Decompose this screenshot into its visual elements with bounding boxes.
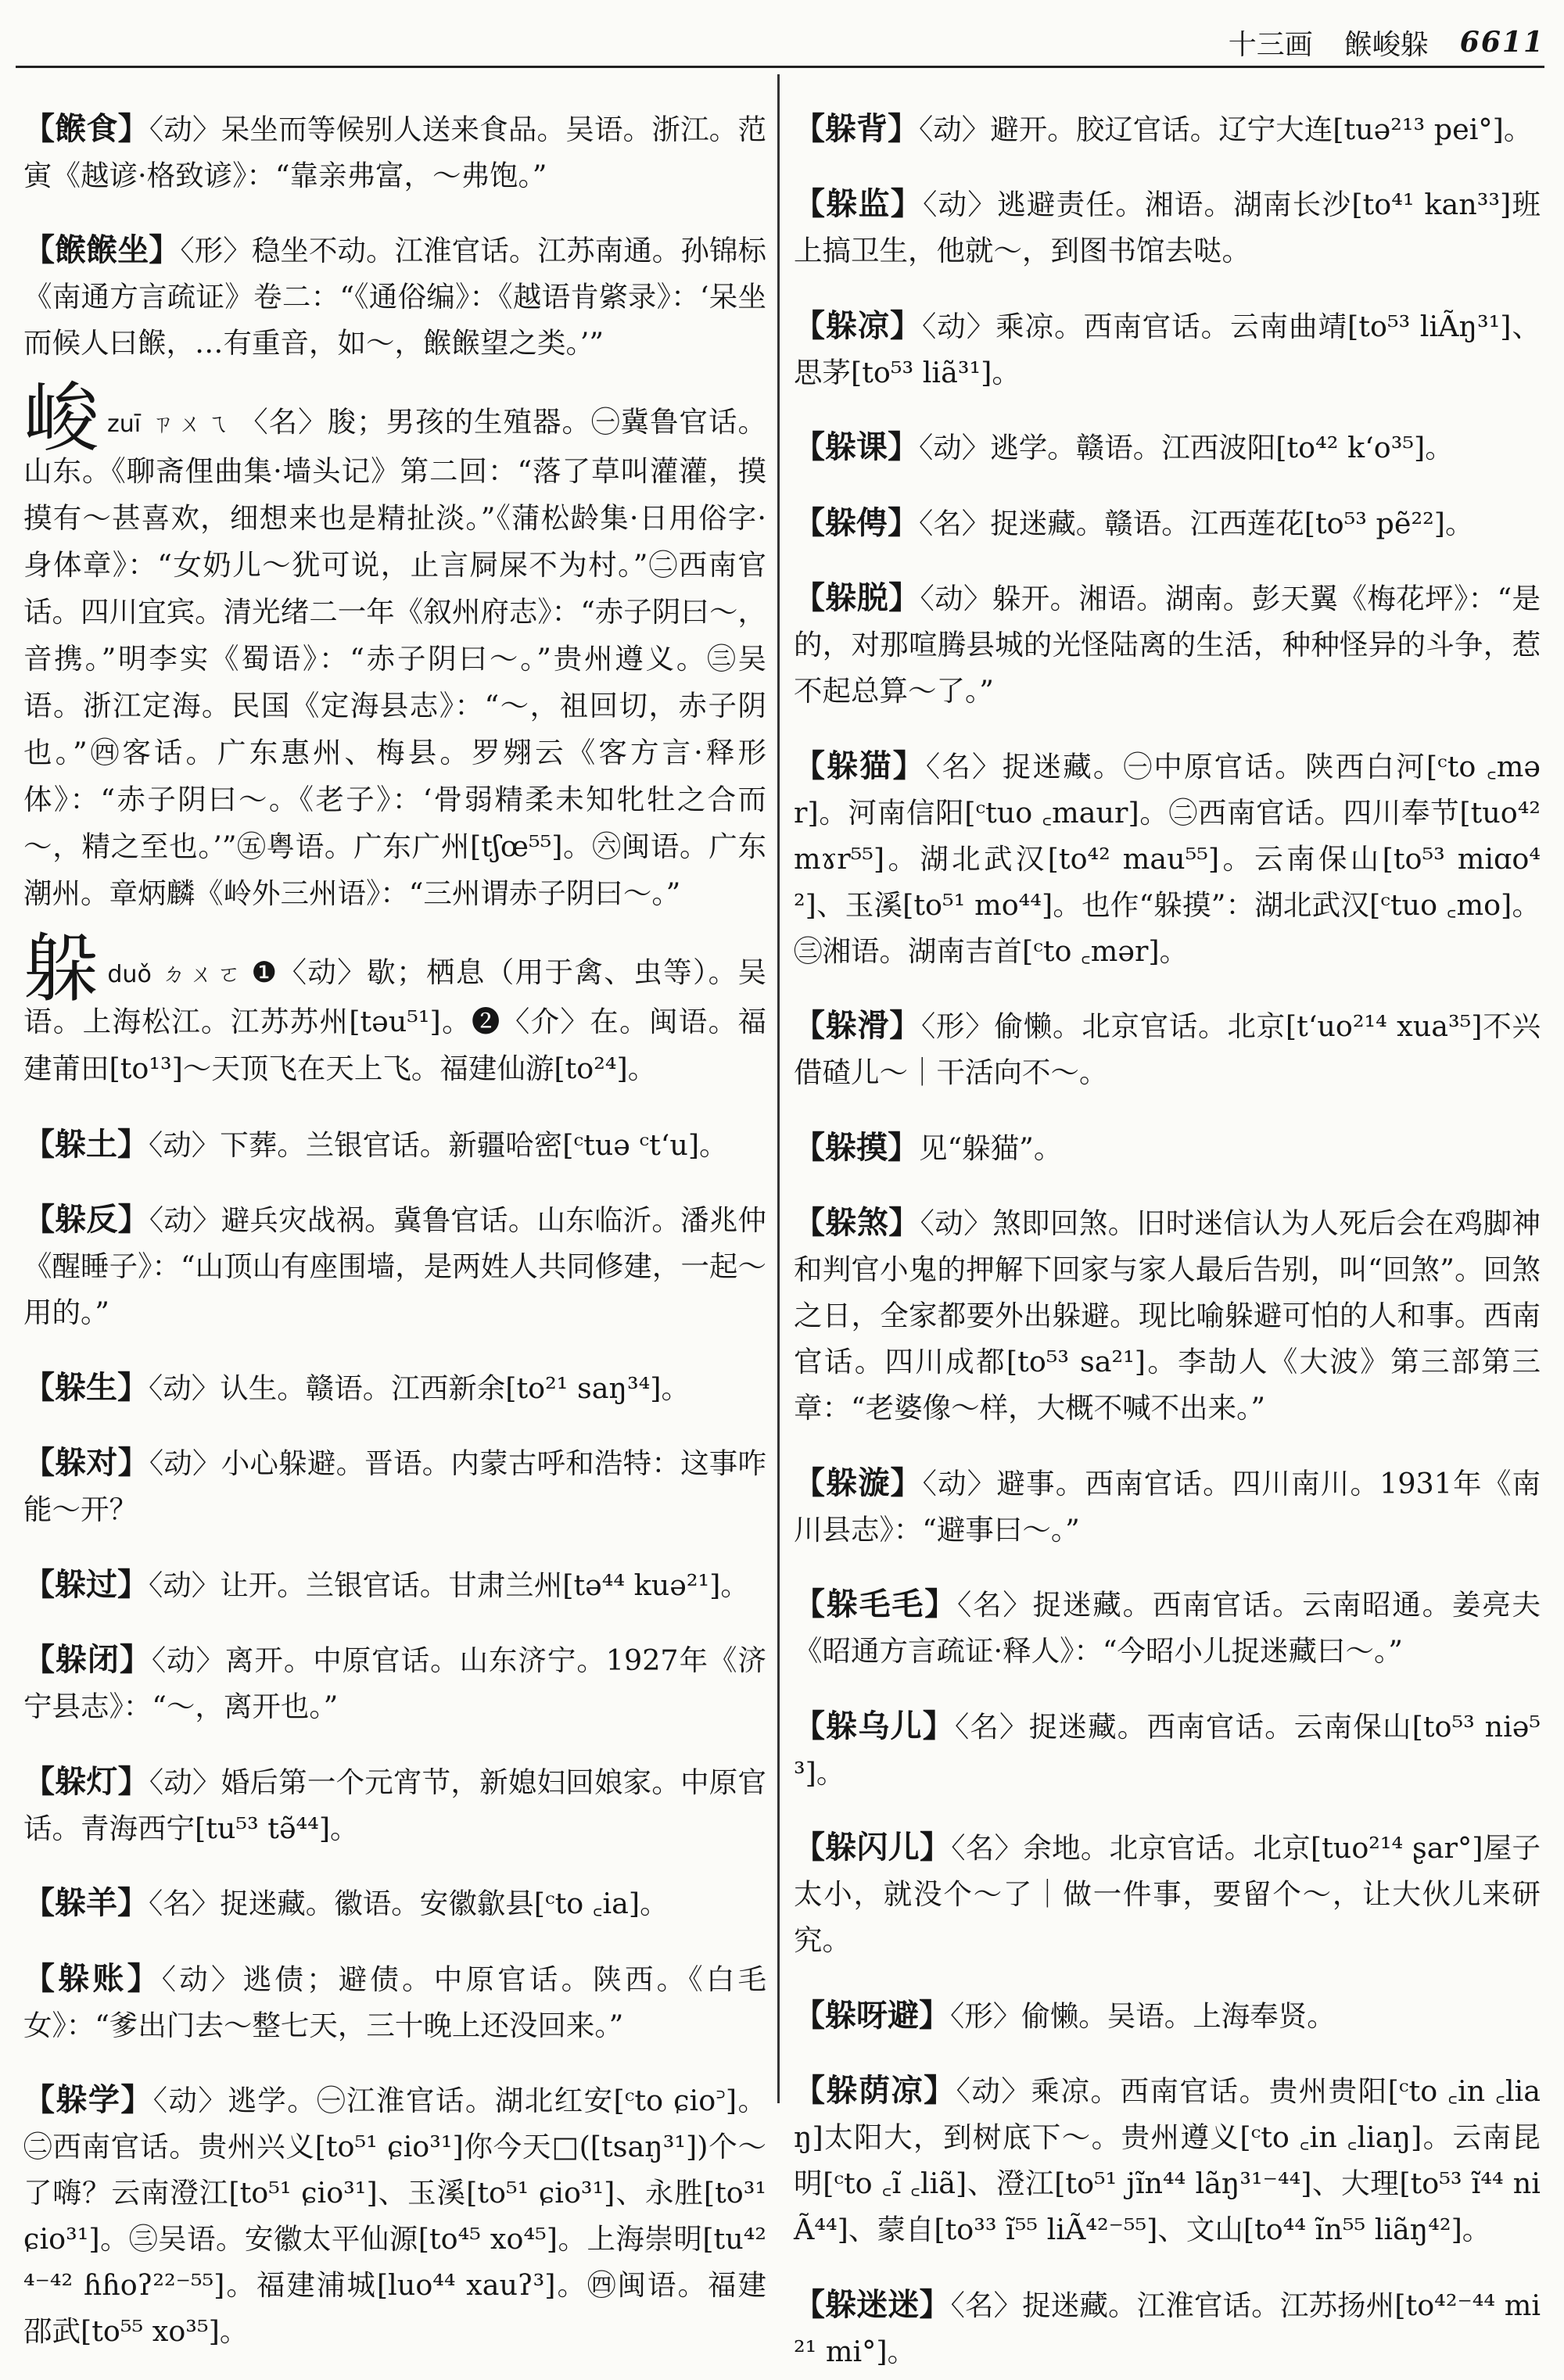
entry-text: 〈动〉让开。兰银官话。甘肃兰州[tə⁴⁴ kuə²¹]。 bbox=[149, 1568, 749, 1602]
dictionary-entry bbox=[23, 1880, 766, 1927]
header-chars: 餱峻躲 bbox=[1343, 28, 1429, 61]
entry-headword: 【餱餱坐】 bbox=[23, 231, 181, 268]
entry-text: 〈动〉逃债；避债。中原官话。陕西。《白毛女》：“爹出门去～整七天，三十晚上还没回来。” bbox=[23, 1962, 767, 2042]
dictionary-entry bbox=[794, 1002, 1541, 1095]
entry-text: 〈动〉逃学。赣语。江西波阳[to⁴² kʻo³⁵]。 bbox=[919, 431, 1454, 464]
entry-text: 〈形〉偷懒。吴语。上海奉贤。 bbox=[950, 1998, 1336, 2033]
entry-text: 〈动〉躲开。湘语。湖南。彭天翼《梅花坪》：“是的，对那喧腾县城的光怪陆离的生活，种种怪异的斗争，惹不起总算～了。” bbox=[794, 582, 1541, 708]
entry-headword: 【躲乌儿】 bbox=[794, 1707, 955, 1744]
entry-text: 〈名〉捉迷藏。江淮官话。江苏扬州[to⁴²⁻⁴⁴ mi²¹ mi°]。 bbox=[794, 2288, 1541, 2368]
dictionary-entry bbox=[794, 1992, 1541, 2039]
page-number: 6611 bbox=[1459, 26, 1544, 59]
entry-text: 〈动〉认生。赣语。江西新余[to²¹ saŋ³⁴]。 bbox=[149, 1371, 691, 1405]
entry-zhuyin: ㄉㄨㄛ bbox=[160, 961, 246, 988]
entry-text: 〈动〉避事。西南官话。四川南川。1931年《南川县志》：“避事曰～。” bbox=[794, 1466, 1541, 1547]
entry-text: 〈动〉避开。胶辽官话。辽宁大连[tuə²¹³ pei°]。 bbox=[919, 112, 1533, 146]
dictionary-entry bbox=[794, 2281, 1541, 2375]
entry-pinyin: duǒ bbox=[107, 961, 152, 988]
dictionary-head-entry bbox=[23, 374, 767, 917]
dictionary-entry bbox=[794, 1824, 1541, 1963]
entry-headword: 【躲闪儿】 bbox=[794, 1829, 952, 1866]
entry-headword: 【躲猫】 bbox=[794, 747, 926, 784]
entry-text: 〈动〉呆坐而等候别人送来食品。吴语。浙江。范寅《越谚·格致谚》：“靠亲弗富，～弗饱。” bbox=[23, 112, 767, 192]
entry-headword: 【躲灯】 bbox=[23, 1762, 149, 1800]
dictionary-head-entry bbox=[23, 925, 766, 1092]
dictionary-entry bbox=[794, 575, 1541, 714]
entry-headword: 【躲生】 bbox=[23, 1368, 149, 1406]
dictionary-entry bbox=[23, 106, 766, 199]
entry-text: 〈名〉朘；男孩的生殖器。㊀冀鲁官话。山东。《聊斋俚曲集·墙头记》第二回：“落了草叫灌灌，摸摸有～甚喜欢，细想来也是精扯淡。”《蒲松龄集·日用俗字·身体章》：“女奶儿～犹可说，止言屙屎不为村。”㊁西南官话。四川宜宾。清光绪二一年《叙州府志》：“赤子阴曰～，音携。”明李实《蜀语》：“赤子阴曰～。”贵州遵义。㊂吴语。浙江定海。民国《定海县志》：“～，祖回切，赤子阴也。”㊃客话。广东惠州、梅县。罗翙云《客方言·释形体》：“赤子阴曰～。《老子》：‘骨弱精柔未知牝牡之合而～，精之至也。’”㊄粤语。广东广州[tʃœ⁵⁵]。㊅闽语。广东潮州。章炳麟《岭外三州语》：“三州谓赤子阴曰～。” bbox=[23, 404, 767, 910]
dictionary-entry bbox=[794, 1703, 1541, 1796]
entry-text: 〈动〉乘凉。西南官话。云南曲靖[to⁵³ liÃŋ³¹]、思茅[to⁵³ liã³¹]。 bbox=[794, 309, 1541, 389]
entry-headword: 【躲账】 bbox=[23, 1959, 162, 1997]
entry-text: 〈动〉小心躲避。晋语。内蒙古呼和浩特：这事咋能～开？ bbox=[23, 1446, 767, 1526]
entry-headword: 【躲闭】 bbox=[23, 1641, 152, 1678]
dictionary-entry bbox=[794, 2067, 1541, 2253]
entry-text: 见“躲猫”。 bbox=[919, 1131, 1063, 1165]
dictionary-entry bbox=[794, 106, 1541, 152]
left-column bbox=[23, 77, 766, 2360]
entry-headword: 【躲摸】 bbox=[794, 1128, 919, 1166]
dictionary-entry bbox=[794, 1581, 1541, 1674]
entry-text: 〈名〉捉迷藏。西南官话。云南昭通。姜亮夫《昭通方言疏证·释人》：“今昭小儿捉迷藏曰～。” bbox=[794, 1588, 1541, 1668]
dictionary-entry bbox=[23, 1636, 766, 1729]
entry-headword: 【躲背】 bbox=[794, 109, 919, 147]
entry-text: 〈名〉余地。北京官话。北京[tuo²¹⁴ ʂar°]屋子太小，就没个～了｜做一件事，要留个～，让大伙儿来研究。 bbox=[794, 1831, 1541, 1957]
column-divider bbox=[777, 74, 780, 2103]
dictionary-entry bbox=[23, 1121, 766, 1168]
dictionary-entry bbox=[23, 1561, 766, 1608]
entry-text: 〈动〉下葬。兰银官话。新疆哈密[ᶜtuə ᶜtʻu]。 bbox=[149, 1127, 728, 1162]
entry-text: 〈动〉逃学。㊀江淮官话。湖北红安[ᶜto ɕio꜄]。㊁西南官话。贵州兴义[to⁵¹ ɕio³¹]你今天□([tsaŋ³¹])个～了嗨？云南澄江[to⁵¹ ɕio³¹]、玉溪[to⁵¹ ɕio³¹]、永胜[to³¹ ɕio³¹]。㊂吴语。安徽太平仙源[to⁴⁵ xo⁴⁵]。上海崇明[tu⁴²⁴⁻⁴² ɦɦoʔ²²⁻⁵⁵]。福建浦城[luo⁴⁴ xauʔ³]。㊃闽语。福建邵武[to⁵⁵ xo³⁵]。 bbox=[23, 2084, 766, 2348]
entry-headword: 【躲凉】 bbox=[794, 306, 922, 344]
entry-headword: 【躲迷迷】 bbox=[794, 2285, 951, 2323]
dictionary-entry bbox=[794, 181, 1541, 274]
entry-headword: 【躲过】 bbox=[23, 1565, 149, 1603]
entry-headword: 【躲漩】 bbox=[794, 1464, 923, 1501]
entry-headword: 【躲俜】 bbox=[794, 504, 919, 541]
entry-headword: 【躲反】 bbox=[23, 1201, 149, 1238]
entry-headword: 【餱食】 bbox=[23, 109, 149, 147]
entry-headword: 【躲土】 bbox=[23, 1125, 149, 1163]
right-column bbox=[794, 77, 1541, 2380]
entry-headword: 【躲对】 bbox=[23, 1444, 149, 1481]
dictionary-entry bbox=[794, 303, 1541, 396]
entry-text: 〈名〉捉迷藏。赣语。江西莲花[to⁵³ pẽ²²]。 bbox=[919, 506, 1474, 540]
dictionary-entry bbox=[23, 1758, 766, 1851]
entry-text: 〈形〉偷懒。北京官话。北京[tʻuo²¹⁴ xua³⁵]不兴借碴儿～｜干活向不～。 bbox=[794, 1009, 1541, 1089]
dictionary-entry bbox=[794, 424, 1541, 471]
header-section: 十三画 bbox=[1228, 28, 1313, 61]
dictionary-entry bbox=[794, 500, 1541, 547]
entry-headword: 【躲监】 bbox=[794, 185, 924, 222]
entry-text: 〈形〉稳坐不动。江淮官话。江苏南通。孙锦标《南通方言疏证》卷二：“《通俗编》：《越语肯綮录》：‘呆坐而候人曰餱，…有重音，如～，餱餱望之类。’” bbox=[23, 234, 767, 360]
dictionary-entry bbox=[23, 227, 766, 366]
dictionary-entry bbox=[23, 2077, 766, 2354]
head-character: 峻 bbox=[23, 374, 99, 462]
entry-headword: 【躲羊】 bbox=[23, 1884, 149, 1921]
entry-text: 〈动〉乘凉。西南官话。贵州贵阳[ᶜto ꜀in ꜀liaŋ]太阳大，到树底下～。贵州遵义[ᶜto ꜀in ꜀liaŋ]。云南昆明[ᶜto ꜀ĩ ꜀liã]、澄江[to⁵¹ jĩn⁴⁴ lãŋ³¹⁻⁴⁴]、大理[to⁵³ ĩ⁴⁴ niÃ⁴⁴]、蒙自[to³³ ĩ⁵⁵ liÃ⁴²⁻⁵⁵]、文山[to⁴⁴ ĩn⁵⁵ liãŋ⁴²]。 bbox=[794, 2074, 1541, 2246]
dictionary-entry bbox=[794, 743, 1541, 974]
entry-headword: 【躲脱】 bbox=[794, 579, 920, 616]
entry-text: 〈动〉离开。中原官话。山东济宁。1927年《济宁县志》：“～，离开也。” bbox=[23, 1643, 767, 1723]
entry-headword: 【躲毛毛】 bbox=[794, 1586, 958, 1622]
entry-headword: 【躲课】 bbox=[794, 428, 919, 465]
header-rule bbox=[16, 66, 1544, 68]
head-character: 躲 bbox=[23, 925, 100, 1013]
entry-text: 〈名〉捉迷藏。徽语。安徽歙县[ᶜto ꜀ia]。 bbox=[149, 1887, 669, 1920]
dictionary-entry bbox=[794, 1460, 1541, 1553]
entry-headword: 【躲荫凉】 bbox=[794, 2072, 956, 2109]
dictionary-entry bbox=[23, 1196, 766, 1335]
dictionary-entry bbox=[23, 1364, 766, 1411]
entry-headword: 【躲煞】 bbox=[794, 1204, 920, 1241]
entry-text: 〈动〉避兵灾战祸。冀鲁官话。山东临沂。潘兆仲《醒睡子》：“山顶山有座围墙，是两姓人共同修建，一起～用的。” bbox=[23, 1203, 767, 1329]
page-header bbox=[1138, 20, 1544, 64]
entry-zhuyin: ㄗㄨㄟ bbox=[150, 410, 234, 438]
entry-pinyin: zuī bbox=[107, 410, 142, 438]
entry-headword: 【躲呀避】 bbox=[794, 1996, 950, 2034]
dictionary-entry bbox=[794, 1199, 1541, 1431]
entry-text: 〈动〉婚后第一个元宵节，新媳妇回娘家。中原官话。青海西宁[tu⁵³ tə̃⁴⁴]。 bbox=[23, 1765, 767, 1845]
dictionary-entry bbox=[794, 1124, 1541, 1171]
entry-text: 〈名〉捉迷藏。西南官话。云南保山[to⁵³ niə⁵³]。 bbox=[794, 1709, 1541, 1790]
entry-text: 〈动〉逃避责任。湘语。湖南长沙[to⁴¹ kan³³]班上搞卫生，他就～，到图书馆去哒。 bbox=[794, 188, 1541, 267]
entry-text: 〈动〉煞即回煞。旧时迷信认为人死后会在鸡脚神和判官小鬼的押解下回家与家人最后告别，叫“回煞”。回煞之日，全家都要外出躲避。现比喻躲避可怕的人和事。西南官话。四川成都[to⁵³ sa²¹]。李劼人《大波》第三部第三章：“老婆像～样，大概不喊不出来。” bbox=[794, 1206, 1541, 1425]
entry-headword: 【躲学】 bbox=[23, 2081, 153, 2118]
dictionary-entry bbox=[23, 1955, 766, 2048]
dictionary-entry bbox=[23, 1439, 766, 1532]
entry-text: ❶〈动〉歇；栖息（用于禽、虫等）。吴语。上海松江。江苏苏州[təu⁵¹]。❷〈介〉在。闽语。福建莆田[to¹³]～天顶飞在天上飞。福建仙游[to²⁴]。 bbox=[23, 955, 766, 1085]
entry-headword: 【躲滑】 bbox=[794, 1007, 921, 1044]
entry-text: 〈名〉捉迷藏。㊀中原官话。陕西白河[ᶜto ꜀mər]。河南信阳[ᶜtuo ꜀maur]。㊁西南官话。四川奉节[tuo⁴² mɤr⁵⁵]。湖北武汉[to⁴² mau⁵⁵]。云南保山[to⁵³ miɑo⁴²]、玉溪[to⁵¹ mo⁴⁴]。也作“躲摸”：湖北武汉[ᶜtuo ꜀mo]。㊂湘语。湖南吉首[ᶜto ꜀mər]。 bbox=[794, 749, 1541, 968]
